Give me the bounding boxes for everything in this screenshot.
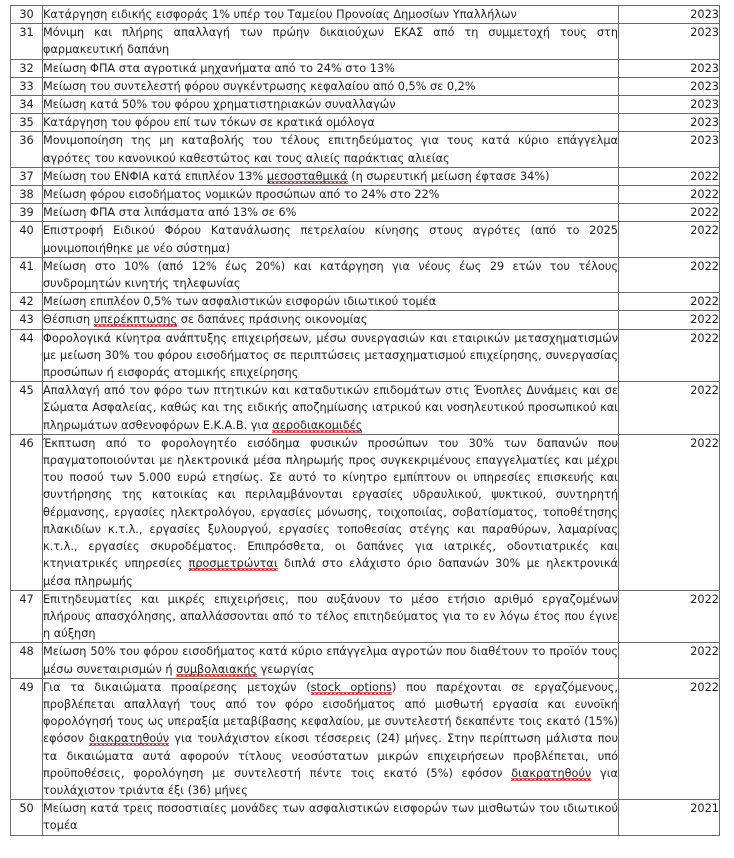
measure-description-cell [43, 382, 619, 435]
measure-description-cell [43, 6, 619, 24]
row-number-cell: 31 [11, 24, 43, 59]
measure-text: Μείωση επιπλέον 0,5% των ασφαλιστικών εισφορών ιδιωτικού τομέα [43, 295, 437, 309]
year-cell: 2023 [619, 6, 720, 24]
measure-description-cell [43, 77, 619, 95]
year-cell: 2022 [619, 434, 720, 590]
year-cell: 2023 [619, 24, 720, 59]
measure-text: Μείωση κατά τρεις ποσοστιαίες μονάδες των ασφαλιστικών εισφορών των μισθωτών του ιδιωτικού τομέα [43, 802, 618, 833]
spellcheck-underlined-text: προσμετρώνται [188, 557, 278, 571]
row-number-cell: 46 [11, 434, 43, 590]
year-cell: 2021 [619, 800, 720, 835]
row-number-cell: 33 [11, 77, 43, 95]
row-number-cell: 43 [11, 311, 43, 329]
measure-description-cell [43, 590, 619, 643]
table-row [11, 114, 720, 132]
row-number-cell: 32 [11, 59, 43, 77]
row-number-cell: 44 [11, 329, 43, 382]
table-row [11, 186, 720, 204]
measure-text: Επιτηδευματίες και μικρές επιχειρήσεις, που αυξάνουν το μέσο ετήσιο αριθμό εργαζομένων πλήρους απασχόλησης, απαλλάσσονται από το τέλος επιτηδεύματος για το εν λόγω έτος που έγινε η αύξηση [43, 592, 618, 641]
measure-description-cell [43, 167, 619, 185]
year-cell: 2022 [619, 329, 720, 382]
measure-text: Επιστροφή Ειδικού Φόρου Κατανάλωσης πετρελαίου κίνησης στους αγρότες (από το 2025 μονιμοποιήθηκε με νέο σύστημα) [43, 224, 618, 255]
measure-description-cell [43, 293, 619, 311]
year-cell: 2022 [619, 311, 720, 329]
measure-text: Απαλλαγή από τον φόρο των πτητικών και καταδυτικών επιδομάτων στις Ένοπλες Δυνάμεις και σε Σώματα Ασφαλείας, καθώς και της ειδικής αποζημίωσης ιατρικού και νοσηλευτικού προσωπικού και πληρωμάτων ασθενοφόρων Ε.Κ.Α.Β. για [43, 384, 618, 432]
table-row [11, 257, 720, 292]
row-number-cell: 42 [11, 293, 43, 311]
row-number-cell: 48 [11, 643, 43, 678]
measure-description-cell [43, 132, 619, 167]
table-row [11, 204, 720, 222]
row-number-cell: 50 [11, 800, 43, 835]
table-row [11, 293, 720, 311]
table-body [11, 6, 720, 836]
year-cell: 2022 [619, 257, 720, 292]
measure-text: Έκπτωση από το φορολογητέο εισόδημα φυσικών προσώπων του 30% των δαπανών που πραγματοποιούνται με ηλεκτρονικά μέσα πληρωμής προς συγκεκριμένους επαγγελματίες και μέχρι του ποσού των 5.000 ευρώ ετησίως. Σε αυτό το κίνητρο εμπίπτουν οι υπηρεσίες επισκευής και συντήρησης της κατοικίας και περιλαμβάνονται εργασίες υδραυλικού, ψυκτικού, συντηρητή θέρμανσης, εργασίες ηλεκτρολόγου, εργασίες μόνωσης, τοιχοποιίας, σοβατίσματος, τοποθέτησης πλακιδίων κ.τ.λ., εργασίες ξυλουργού, εργασίες τοποθεσίας στέγης και παραθύρων, λαμαρίνας κ.τ.λ., εργασίες σκυροδέματος. Επιπρόσθετα, οι δαπάνες για ιατρικές, οδοντιατρικές και κτηνιατρικές υπηρεσίες [43, 436, 618, 571]
table-row [11, 222, 720, 257]
measure-description-cell [43, 329, 619, 382]
measure-description-cell [43, 186, 619, 204]
row-number-cell: 34 [11, 96, 43, 114]
row-number-cell: 47 [11, 590, 43, 643]
measure-text: Μονιμοποίηση της μη καταβολής του τέλους επιτηδεύματος για τους κατά κύριο επάγγελμα αγρότες του κανονικού καθεστώτος και τους αλιείς παράκτιας αλιείας [43, 134, 618, 165]
row-number-cell: 30 [11, 6, 43, 24]
row-number-cell: 41 [11, 257, 43, 292]
measure-text: Μείωση ΦΠΑ στα αγροτικά μηχανήματα από το 24% στο 13% [43, 61, 395, 75]
measure-description-cell [43, 204, 619, 222]
table-row [11, 59, 720, 77]
measure-text: Φορολογικά κίνητρα ανάπτυξης επιχειρήσεων, μέσω συνεργασιών και εταιρικών μετασχηματισμών με μείωση 30% του φόρου εισοδήματος σε περιπτώσεις μετασχηματισμού επιχείρησης, συνεργασίας προσώπων ή εισφοράς ατομικής επιχείρησης [43, 331, 618, 380]
measure-description-cell [43, 114, 619, 132]
measure-description-cell [43, 678, 619, 799]
row-number-cell: 37 [11, 167, 43, 185]
table-row [11, 24, 720, 59]
measure-description-cell [43, 643, 619, 678]
year-cell: 2023 [619, 114, 720, 132]
year-cell: 2023 [619, 96, 720, 114]
measure-text: Μείωση 50% του φόρου εισοδήματος κατά κύριο επάγγελμα αγροτών που διαθέτουν το προϊόν τους μέσω συνεταιρισμών ή [43, 645, 618, 676]
table-row [11, 643, 720, 678]
measure-description-cell [43, 800, 619, 835]
measure-text: γεωργίας [257, 662, 315, 676]
year-cell: 2023 [619, 132, 720, 167]
measure-description-cell [43, 434, 619, 590]
row-number-cell: 36 [11, 132, 43, 167]
spellcheck-underlined-text: αεροδιακομιδές [272, 418, 363, 432]
measure-description-cell [43, 222, 619, 257]
measure-text: Μείωση του συντελεστή φόρου συγκέντρωσης κεφαλαίου από 0,5% σε 0,2% [43, 79, 476, 93]
table-row [11, 167, 720, 185]
row-number-cell: 38 [11, 186, 43, 204]
year-cell: 2022 [619, 678, 720, 799]
year-cell: 2022 [619, 590, 720, 643]
row-number-cell: 49 [11, 678, 43, 799]
measure-text: Μείωση κατά 50% του φόρου χρηματιστηριακών συναλλαγών [43, 98, 396, 112]
measure-description-cell [43, 59, 619, 77]
year-cell: 2022 [619, 167, 720, 185]
table-row [11, 678, 720, 799]
row-number-cell: 35 [11, 114, 43, 132]
measure-text: Μείωση ΦΠΑ στα λιπάσματα από 13% σε 6% [43, 206, 297, 220]
measure-text: Μείωση στο 10% (από 12% έως 20%) και κατάργηση για νέους έως 29 ετών του τέλους συνδρομητών κινητής τηλεφωνίας [43, 259, 618, 291]
measure-text: διπλά στο ελάχιστο όριο δαπανών 30% με ηλεκτρονικά μέσα πληρωμής [43, 557, 618, 588]
table-row [11, 382, 720, 435]
measure-text: Για τα δικαιώματα προαίρεσης μετοχών ( [43, 680, 311, 694]
table-row [11, 434, 720, 590]
spellcheck-underlined-text: μεσοσταθμικά [266, 169, 348, 183]
measure-text: Θέσπιση [43, 313, 94, 327]
year-cell: 2022 [619, 204, 720, 222]
year-cell: 2022 [619, 186, 720, 204]
tax-measures-table [10, 5, 720, 836]
measure-text: Μείωση φόρου εισοδήματος νομικών προσώπων από το 24% στο 22% [43, 188, 440, 202]
spellcheck-underlined-text: συμβολαιακής [176, 662, 258, 676]
year-cell: 2023 [619, 59, 720, 77]
table-row [11, 311, 720, 329]
year-cell: 2022 [619, 643, 720, 678]
year-cell: 2022 [619, 382, 720, 435]
year-cell: 2023 [619, 77, 720, 95]
row-number-cell: 40 [11, 222, 43, 257]
row-number-cell: 39 [11, 204, 43, 222]
year-cell: 2022 [619, 293, 720, 311]
measure-text: (η σωρευτική μείωση έφτασε 34%) [347, 169, 550, 183]
row-number-cell: 45 [11, 382, 43, 435]
measure-text: Μείωση του ΕΝΦΙΑ κατά επιπλέον 13% [43, 169, 267, 183]
measure-text: ) που παρέχονται σε εργαζόμενους, προβλέπεται απαλλαγή τους από τον φόρο εισοδήματος από μισθωτή εργασία και ευνοϊκή φορολόγησή τους ως υπεραξία μεταβίβασης κεφαλαίου, με συντελεστή δεκαπέντε τοις εκατό (15%) εφόσον [43, 680, 618, 746]
measure-text: Κατάργηση του φόρου επί των τόκων σε κρατικά ομόλογα [43, 116, 375, 130]
measure-text: για τουλάχιστον είκοσι τέσσερεις (24) μήνες. Στην περίπτωση μάλιστα που τα δικαιώματα αυτά αφορούν τίτλους νεοσύστατων μικρών επιχειρήσεων προβλέπεται, υπό προϋποθέσεις, φορολόγηση με συντελεστή πέντε τοις εκατό (5%) εφόσον [43, 732, 618, 780]
table-row [11, 132, 720, 167]
table-row [11, 6, 720, 24]
spellcheck-underlined-text: διακρατηθούν [89, 732, 170, 746]
measure-description-cell [43, 96, 619, 114]
table-row [11, 77, 720, 95]
year-cell: 2022 [619, 222, 720, 257]
table-row [11, 800, 720, 835]
measure-text: σε δαπάνες πράσινης οικονομίας [177, 313, 368, 327]
measure-description-cell [43, 24, 619, 59]
table-row [11, 329, 720, 382]
table-row [11, 96, 720, 114]
measure-text: Κατάργηση ειδικής εισφοράς 1% υπέρ του Ταμείου Προνοίας Δημοσίων Υπαλλήλων [43, 8, 517, 21]
table-row [11, 590, 720, 643]
measure-text: Μόνιμη και πλήρης απαλλαγή των πρώην δικαιούχων ΕΚΑΣ από τη συμμετοχή τους στη φαρμακευτική δαπάνη [43, 26, 618, 57]
spellcheck-underlined-text: διακρατηθούν [511, 766, 592, 780]
spellcheck-underlined-text: stock options [310, 680, 392, 694]
spellcheck-underlined-text: υπερέκπτωσης [93, 313, 178, 327]
measure-description-cell [43, 257, 619, 292]
measure-description-cell [43, 311, 619, 329]
measure-text: για τουλάχιστον τριάντα έξι (36) μήνες [43, 766, 619, 797]
